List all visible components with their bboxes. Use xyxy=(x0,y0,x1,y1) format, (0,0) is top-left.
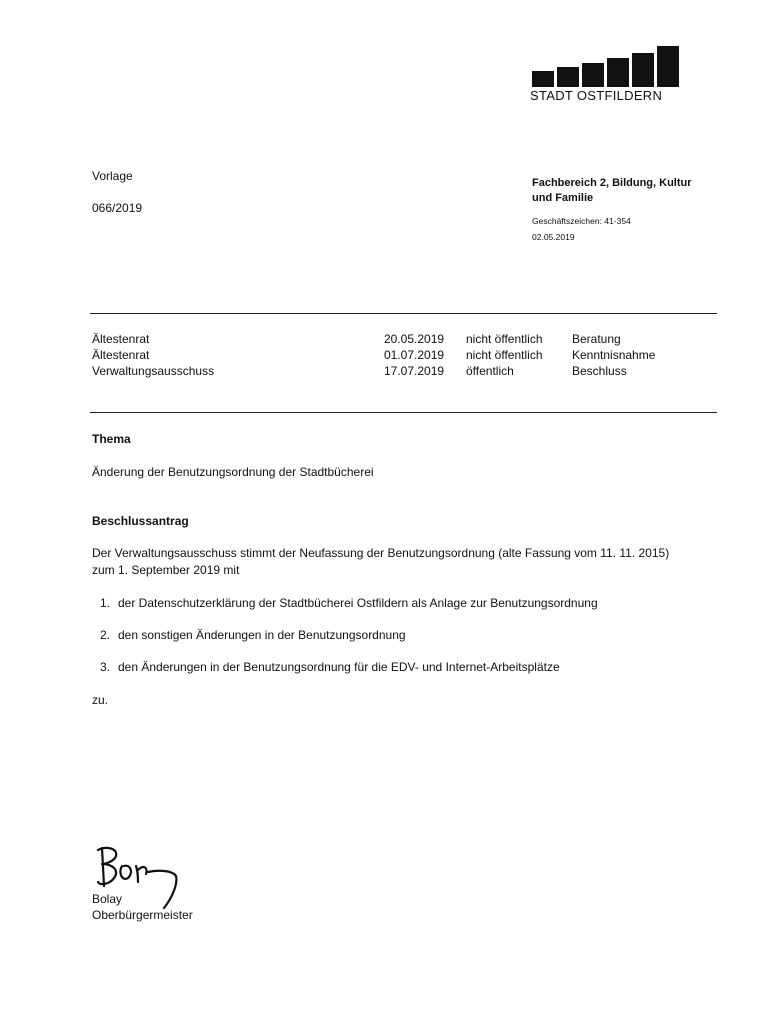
session-row xyxy=(92,347,717,363)
session-row xyxy=(92,363,717,379)
reference-value: 41-354 xyxy=(604,216,631,226)
motion-closing: zu. xyxy=(92,693,109,707)
session-visibility: nicht öffentlich xyxy=(466,348,543,362)
item-number: 3. xyxy=(100,660,111,674)
session-visibility: nicht öffentlich xyxy=(466,332,543,346)
item-number: 2. xyxy=(100,628,111,642)
session-row xyxy=(92,331,717,347)
session-visibility: öffentlich xyxy=(466,364,514,378)
document-number: 066/2019 xyxy=(92,201,143,215)
signatory-title: Oberbürgermeister xyxy=(92,908,193,922)
department: Fachbereich 2, Bildung, Kultur und Familie xyxy=(532,177,692,204)
session-date: 17.07.2019 xyxy=(384,364,445,378)
logo-bar xyxy=(607,58,629,87)
divider-top xyxy=(90,313,717,314)
logo-bar xyxy=(632,53,654,87)
session-body: Ältestenrat xyxy=(92,332,150,346)
topic-text: Änderung der Benutzungsordnung der Stadtbücherei xyxy=(92,465,374,479)
motion-item xyxy=(100,595,598,611)
session-type: Beschluss xyxy=(572,364,627,378)
item-number: 1. xyxy=(100,596,111,610)
item-text: der Datenschutzerklärung der Stadtbücherei Ostfildern als Anlage zur Benutzungsordnung xyxy=(118,596,598,610)
motion-item xyxy=(100,627,406,643)
logo-bar xyxy=(557,67,579,87)
motion-heading: Beschlussantrag xyxy=(92,514,189,528)
divider-bottom xyxy=(90,412,717,413)
logo-bar xyxy=(582,63,604,87)
document-type: Vorlage xyxy=(92,169,133,183)
session-body: Ältestenrat xyxy=(92,348,150,362)
session-body: Verwaltungsausschuss xyxy=(92,364,215,378)
logo-text: STADT OSTFILDERN xyxy=(530,88,663,103)
logo-bar xyxy=(532,71,554,87)
item-text: den sonstigen Änderungen in der Benutzungsordnung xyxy=(118,628,406,642)
topic-heading: Thema xyxy=(92,432,131,446)
reference-label: Geschäftszeichen: xyxy=(532,216,602,226)
signatory-name: Bolay xyxy=(92,892,123,906)
session-type: Kenntnisnahme xyxy=(572,348,656,362)
motion-intro-line-1: Der Verwaltungsausschuss stimmt der Neufassung der Benutzungsordnung (alte Fassung vom 11. 11. 2015) xyxy=(92,546,670,560)
session-date: 20.05.2019 xyxy=(384,332,445,346)
session-date: 01.07.2019 xyxy=(384,348,445,362)
logo-bar xyxy=(657,46,679,87)
reference-number xyxy=(532,215,631,227)
motion-item xyxy=(100,659,560,675)
session-type: Beratung xyxy=(572,332,621,346)
motion-intro-line-2: zum 1. September 2019 mit xyxy=(92,563,240,577)
document-date: 02.05.2019 xyxy=(532,232,575,242)
item-text: den Änderungen in der Benutzungsordnung für die EDV- und Internet-Arbeitsplätze xyxy=(118,660,560,674)
